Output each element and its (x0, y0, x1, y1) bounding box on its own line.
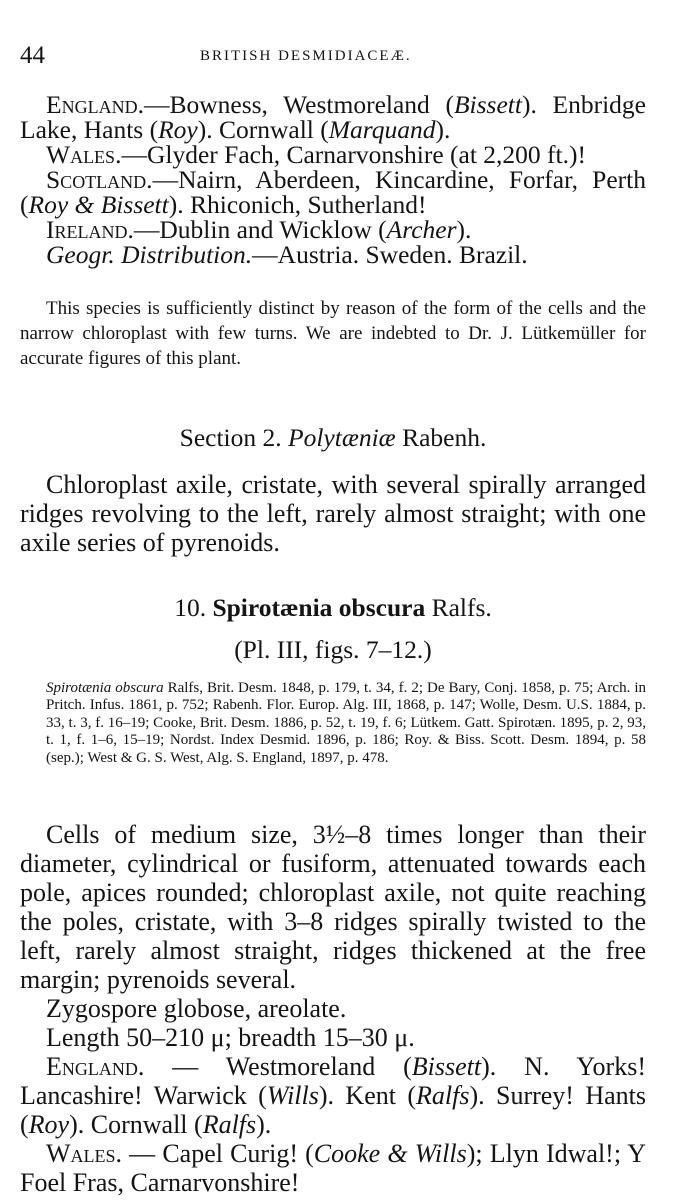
records-england: England. — Westmoreland (Bissett). N. Yorks! Lancashire! Warwick (Wills). Kent (Ralfs). Surrey! Hants (Roy). Cornwall (Ralfs). (20, 1052, 647, 1139)
species-heading: 10. Spirotænia obscura Ralfs. (174, 593, 492, 622)
distribution-wales: Wales.—Glyder Fach, Carnarvonshire (at 2,200 ft.)! (46, 140, 586, 169)
distribution-geographic: Geogr. Distribution.—Austria. Sweden. Brazil. (46, 240, 528, 269)
species-description: Cells of medium size, 3½–8 times longer than their diameter, cylindrical or fusiform, attenuated towards each pole, apices rounded; chloroplast axile, not quite reaching the poles, cristate, with 3–8 ridges spirally twisted to the left, rarely almost straight, ridges thickened at the free margin; pyrenoids several. (20, 820, 646, 994)
page-header (20, 42, 646, 74)
distribution-england: England.—Bowness, Westmoreland (Bissett). Enbridge Lake, Hants (Roy). Cornwall (Marquand). (20, 90, 646, 144)
section-description: Chloroplast axile, cristate, with several spirally arranged ridges revolving to the left, rarely almost straight; with one axile series of pyrenoids. (20, 470, 646, 557)
measurements: Length 50–210 μ; breadth 15–30 μ. (46, 1023, 415, 1052)
records-wales: Wales. — Capel Curig! (Cooke & Wills); Llyn Idwal!; Y Foel Fras, Carnarvonshire! (20, 1139, 646, 1197)
zygospore-description: Zygospore globose, areolate. (46, 994, 347, 1023)
distribution-records (20, 1052, 646, 1197)
distribution-scotland: Scotland.—Nairn, Aberdeen, Kincardine, Forfar, Perth (Roy & Bissett). Rhiconich, Sutherland! (20, 165, 646, 219)
book-page (20, 0, 646, 1200)
page-number: 44 (20, 42, 45, 69)
species-note: This species is sufficiently distinct by reason of the form of the cells and the narrow chloroplast with few turns. We are indebted to Dr. J. Lütkemüller for accurate figures of this plant. (20, 298, 646, 369)
running-title: BRITISH DESMIDIACEÆ. (200, 48, 412, 64)
synonymy-block: Spirotænia obscura Ralfs, Brit. Desm. 1848, p. 179, t. 34, f. 2; De Bary, Conj. 1858, p. 75; Arch. in Pritch. Infus. 1861, p. 752; Rabenh. Flor. Europ. Alg. III, 1868, p. 147; Wolle, Desm. U.S. 1884, p. 33, t. 3, f. 16–19; Cooke, Brit. Desm. 1886, p. 52, t. 19, f. 6; Lütkem. Gatt. Spirotæn. 1895, p. 2, 93, t. 1, f. 1–6, 15–19; Nordst. Index Desmid. 1896, p. 186; Roy. & Biss. Scott. Desm. 1894, p. 58 (sep.); West & G. S. West, Alg. S. England, 1897, p. 478. (46, 680, 646, 766)
plate-reference: (Pl. III, figs. 7–12.) (234, 635, 432, 664)
section-heading: Section 2. Polytæniæ Rabenh. (179, 423, 487, 452)
distribution-ireland: Ireland.—Dublin and Wicklow (Archer). (46, 215, 472, 244)
distribution-block (20, 92, 646, 267)
